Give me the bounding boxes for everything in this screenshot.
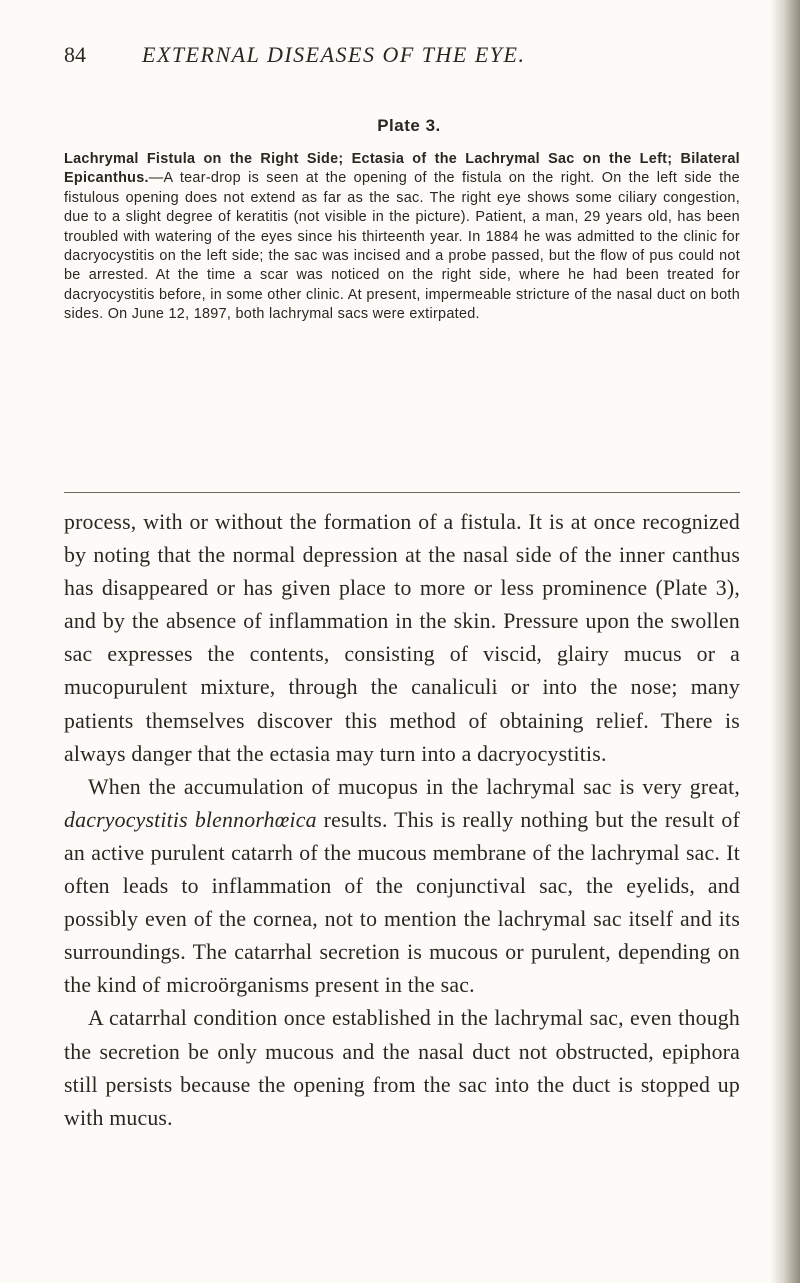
paragraph-2-end: results. This is really nothing but the result of an active purulent catarrh of the mucous membrane of the lachrymal sac. It often leads to inflammation of the conjunctival sac, the eyelids, and possibly even of the cornea, not to mention the lachrymal sac itself and its surroundings. The catarrhal secretion is mucous or purulent, depending on the kind of microörganisms present in the sac.: [64, 807, 740, 998]
running-head: [64, 42, 754, 72]
plate-caption: [64, 150, 740, 325]
page-edge-shadow: [770, 0, 800, 1283]
disease-term: dacryocystitis blennorhœica: [64, 807, 317, 832]
paragraph-2: [64, 771, 740, 1003]
running-head-title: EXTERNAL DISEASES OF THE EYE.: [142, 42, 526, 67]
caption-lead: Lachrymal Fistula on the Right Side; Ectasia of the Lachrymal Sac on the Left; Bilateral Epicanthus.: [64, 151, 740, 187]
plate-title: Plate 3.: [377, 116, 441, 135]
paragraph-2-start: When the accumulation of mucopus in the lachrymal sac is very great,: [88, 774, 740, 799]
body-text: [64, 506, 740, 1135]
page-number: 84: [64, 42, 86, 67]
paragraph-1: process, with or without the formation of a fistula. It is at once recognized by noting that the normal depression at the nasal side of the inner canthus has disappeared or has given place to more or less prominence (Plate 3), and by the absence of inflammation in the skin. Pressure upon the swollen sac expresses the contents, consisting of viscid, glairy mucus or a mucopurulent mixture, through the canaliculi or into the nose; many patients themselves discover this method of obtaining relief. There is always danger that the ectasia may turn into a dacryocystitis.: [64, 510, 740, 766]
caption-divider: [64, 492, 740, 493]
paragraph-3: A catarrhal condition once established in the lachrymal sac, even though the secretion be only mucous and the nasal duct not obstructed, epiphora still persists because the opening from the sac into the duct is stopped up with mucus.: [64, 1006, 740, 1130]
caption-text: —A tear-drop is seen at the opening of the fistula on the right. On the left side the fistulous opening does not extend as far as the sac. The right eye shows some ciliary congestion, due to a slight degree of keratitis (not visible in the picture). Patient, a man, 29 years old, has been troubled with watering of the eyes since his thirteenth year. In 1884 he was admitted to the clinic for dacryocystitis on the left side; the sac was incised and a probe passed, but the flow of pus could not be arrested. At the time a scar was noticed on the right side, where he had been treated for dacryocystitis before, in some other clinic. At present, impermeable stricture of the nasal duct on both sides. On June 12, 1897, both lachrymal sacs were extirpated.: [64, 170, 740, 323]
